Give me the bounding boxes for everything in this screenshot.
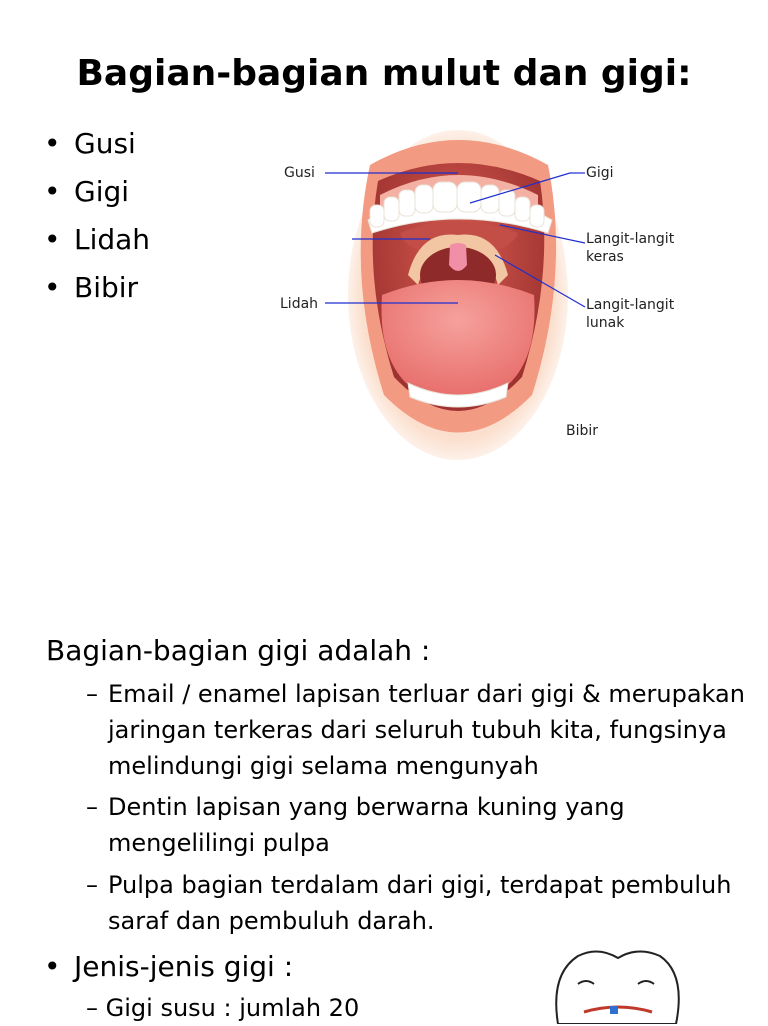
list-item [86,676,746,784]
dash-icon: – [86,871,98,899]
bullet-icon: • [44,271,61,304]
bullet-icon: • [44,175,61,208]
label-langit-lunak-1: Langit-langit [586,297,675,313]
tooth-cartoon-icon [548,944,688,1024]
item-text: Gigi susu : jumlah 20 [105,994,360,1022]
label-lidah: Lidah [280,296,319,312]
item-text: Pulpa bagian terdalam dari gigi, terdapat pembuluh saraf dan pembuluh darah. [108,871,732,935]
list-item [86,990,359,1026]
tongue [382,280,535,395]
item-text: Jenis-jenis gigi : [74,950,294,983]
label-langit-keras-2: keras [586,249,624,265]
list-item [86,789,746,861]
page-title: Bagian-bagian mulut dan gigi: [76,53,692,94]
mouth-diagram [270,125,690,470]
uvula [449,243,467,271]
label-gigi: Gigi [586,165,614,181]
list-item: • Gusi [44,120,150,168]
list-item [44,946,293,988]
bullet-icon: • [44,223,61,256]
dash-icon: – [86,680,98,708]
label-gusi: Gusi [284,165,315,181]
bullet-icon: • [44,127,61,160]
list-item: • Gigi [44,168,150,216]
list-item [86,867,746,939]
list-item: • Bibir [44,264,150,312]
list-item: • Lidah [44,216,150,264]
label-langit-lunak-2: lunak [586,315,625,331]
dash-icon: – [86,994,98,1022]
label-bibir: Bibir [566,423,599,439]
item-text: Email / enamel lapisan terluar dari gigi & merupakan jaringan terkeras dari seluruh tubuh kita, fungsinya melindungi gigi selama mengunyah [108,680,745,780]
bullet-icon: • [44,950,61,983]
teeth-parts-heading: Bagian-bagian gigi adalah : [46,634,431,667]
item-text: Dentin lapisan yang berwarna kuning yang mengelilingi pulpa [108,793,625,857]
mouth-parts-list [44,120,150,312]
label-langit-keras-1: Langit-langit [586,231,675,247]
dash-icon: – [86,793,98,821]
